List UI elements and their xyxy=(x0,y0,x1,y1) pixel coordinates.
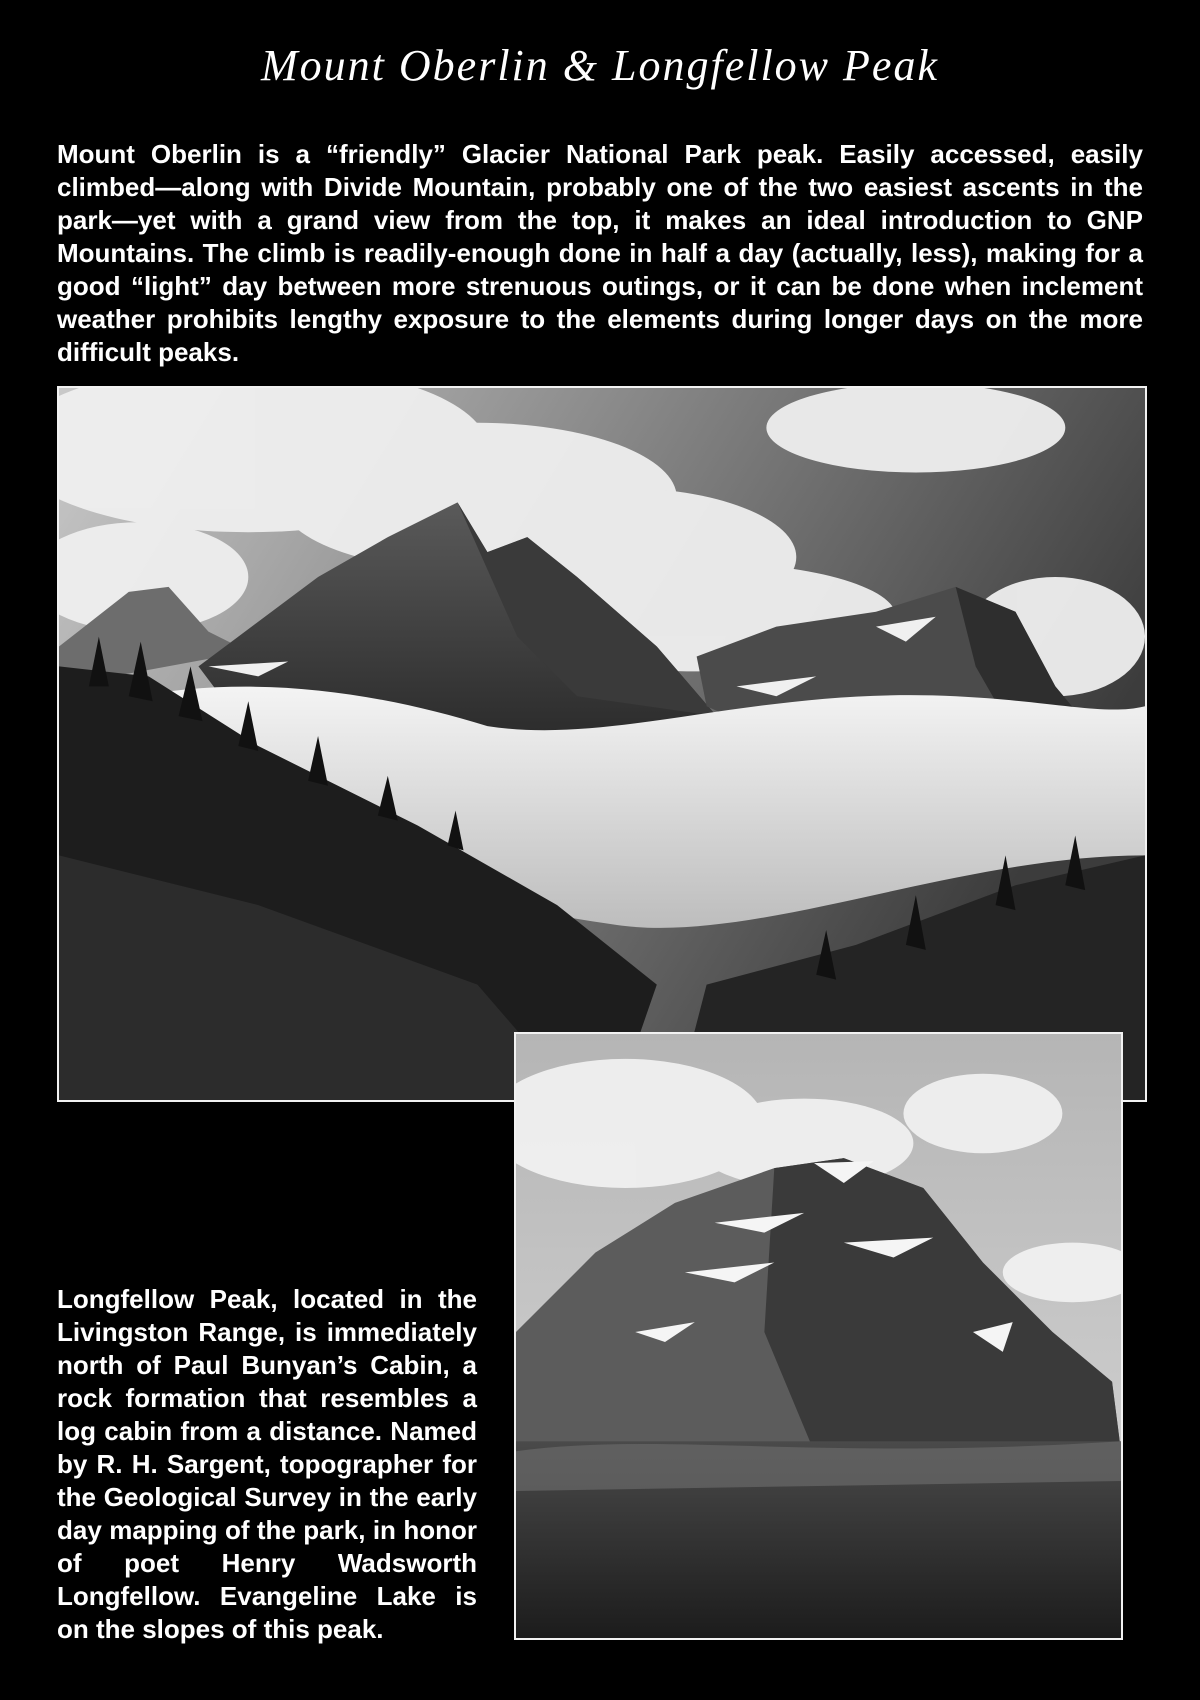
intro-paragraph: Mount Oberlin is a “friendly” Glacier National Park peak. Easily accessed, easily climbed—along with Divide Mountain, probably one of the two easiest ascents in the park—yet with a grand view from the top, it makes an ideal introduction to GNP Mountains. The climb is readily-enough done in half a day (actually, less), making for a good “light” day between more strenuous outings, or it can be done when inclement weather prohibits lengthy exposure to the elements during longer days on the more difficult peaks. xyxy=(57,139,1143,367)
mount-oberlin-photo-image xyxy=(59,388,1145,1100)
longfellow-peak-photo-image xyxy=(516,1034,1121,1638)
longfellow-peak-photo xyxy=(514,1032,1123,1640)
mount-oberlin-photo xyxy=(57,386,1147,1102)
longfellow-paragraph: Longfellow Peak, located in the Livingston Range, is immediately north of Paul Bunyan’s Cabin, a rock formation that resembles a log cabin from a distance. Named by R. H. Sargent, topographer for the Geological Survey in the early day mapping of the park, in honor of poet Henry Wadsworth Longfellow. Evangeline Lake is on the slopes of this peak. xyxy=(57,1284,477,1644)
page-title: Mount Oberlin & Longfellow Peak xyxy=(261,41,939,90)
